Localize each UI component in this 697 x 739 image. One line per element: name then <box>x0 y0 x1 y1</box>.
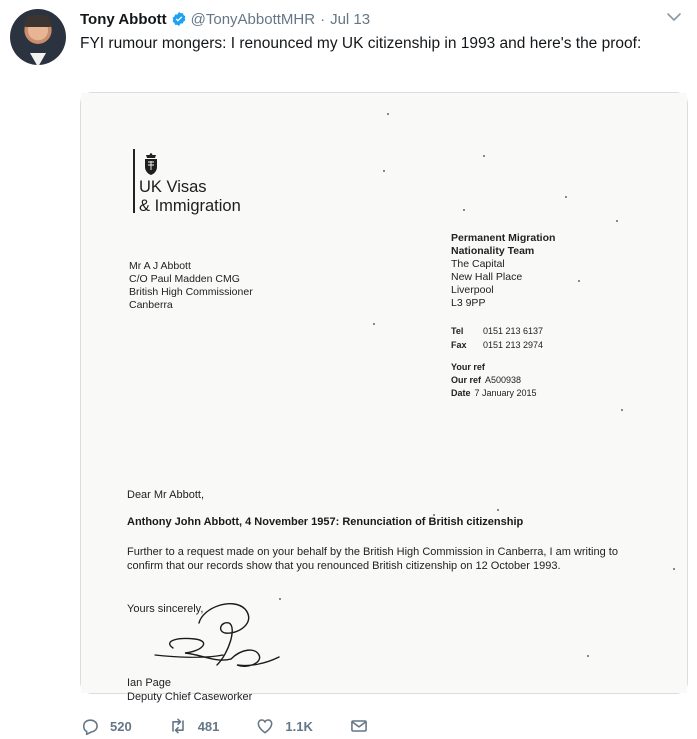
tweet-actions <box>80 716 415 736</box>
letter-document <box>81 93 687 703</box>
author-avatar[interactable] <box>10 9 66 65</box>
date-label: Date <box>451 388 471 398</box>
sender-line: L3 9PP <box>451 297 486 309</box>
direct-message-button[interactable] <box>349 716 379 736</box>
fax-number: 0151 213 2974 <box>483 340 544 350</box>
sender-line: The Capital <box>451 258 505 270</box>
tweet-header <box>80 9 370 29</box>
like-count: 1.1K <box>285 718 313 734</box>
recipient-line: British High Commissioner <box>129 286 253 298</box>
reference-block <box>451 361 537 400</box>
sender-address <box>451 232 555 310</box>
sender-line: Liverpool <box>451 284 494 296</box>
recipient-line: Mr A J Abbott <box>129 260 191 272</box>
reply-count: 520 <box>110 718 132 734</box>
our-ref-value: A500938 <box>485 375 522 385</box>
retweet-button[interactable] <box>168 716 220 736</box>
retweet-icon <box>168 716 188 736</box>
letter-closing: Yours sincerely, <box>127 603 204 615</box>
our-ref-label: Our ref <box>451 375 482 385</box>
avatar-collar <box>30 53 46 67</box>
avatar-hair <box>24 15 52 27</box>
heart-icon <box>255 716 275 736</box>
tweet-media-image[interactable] <box>80 92 688 703</box>
retweet-count: 481 <box>197 718 220 734</box>
team-name-line1: Permanent Migration <box>451 232 556 244</box>
brand-divider <box>133 149 135 213</box>
letter-body: Further to a request made on your behalf by the British High Commission in Canberra, I am writing to confirm that our records show that you renounced British citizenship on 12 October 1993. <box>127 546 618 572</box>
header-separator: · <box>320 10 326 28</box>
reply-button[interactable] <box>80 716 132 736</box>
team-name-line2: Nationality Team <box>451 245 535 257</box>
recipient-address <box>129 260 253 312</box>
author-name[interactable]: Tony Abbott <box>80 10 167 28</box>
reply-icon <box>80 716 100 736</box>
contact-details <box>451 324 543 352</box>
handwritten-signature <box>133 593 283 683</box>
royal-crest-icon <box>142 153 160 177</box>
envelope-icon <box>349 716 369 736</box>
signer-name: Ian Page <box>127 677 172 689</box>
author-handle[interactable]: @TonyAbbottMHR <box>190 10 316 28</box>
tel-number: 0151 213 6137 <box>483 326 544 336</box>
verified-badge-icon <box>171 11 187 27</box>
letter-salutation: Dear Mr Abbott, <box>127 489 205 501</box>
sender-line: New Hall Place <box>451 271 523 283</box>
fax-label: Fax <box>451 340 467 350</box>
your-ref-label: Your ref <box>451 362 485 372</box>
brand-name-line1: UK Visas <box>139 178 207 196</box>
brand-name-line2: & Immigration <box>139 197 241 215</box>
tel-label: Tel <box>451 326 464 336</box>
like-button[interactable] <box>255 716 312 736</box>
tweet-timestamp[interactable]: Jul 13 <box>330 10 371 28</box>
signer-title: Deputy Chief Caseworker <box>127 691 253 703</box>
chevron-down-icon[interactable] <box>665 10 683 24</box>
letter-date: 7 January 2015 <box>474 388 537 398</box>
tweet-text: FYI rumour mongers: I renounced my UK citizenship in 1993 and here's the proof: <box>80 35 642 52</box>
letter-subject: Anthony John Abbott, 4 November 1957: Renunciation of British citizenship <box>127 516 524 528</box>
recipient-line: Canberra <box>129 299 173 311</box>
recipient-line: C/O Paul Madden CMG <box>129 273 240 285</box>
